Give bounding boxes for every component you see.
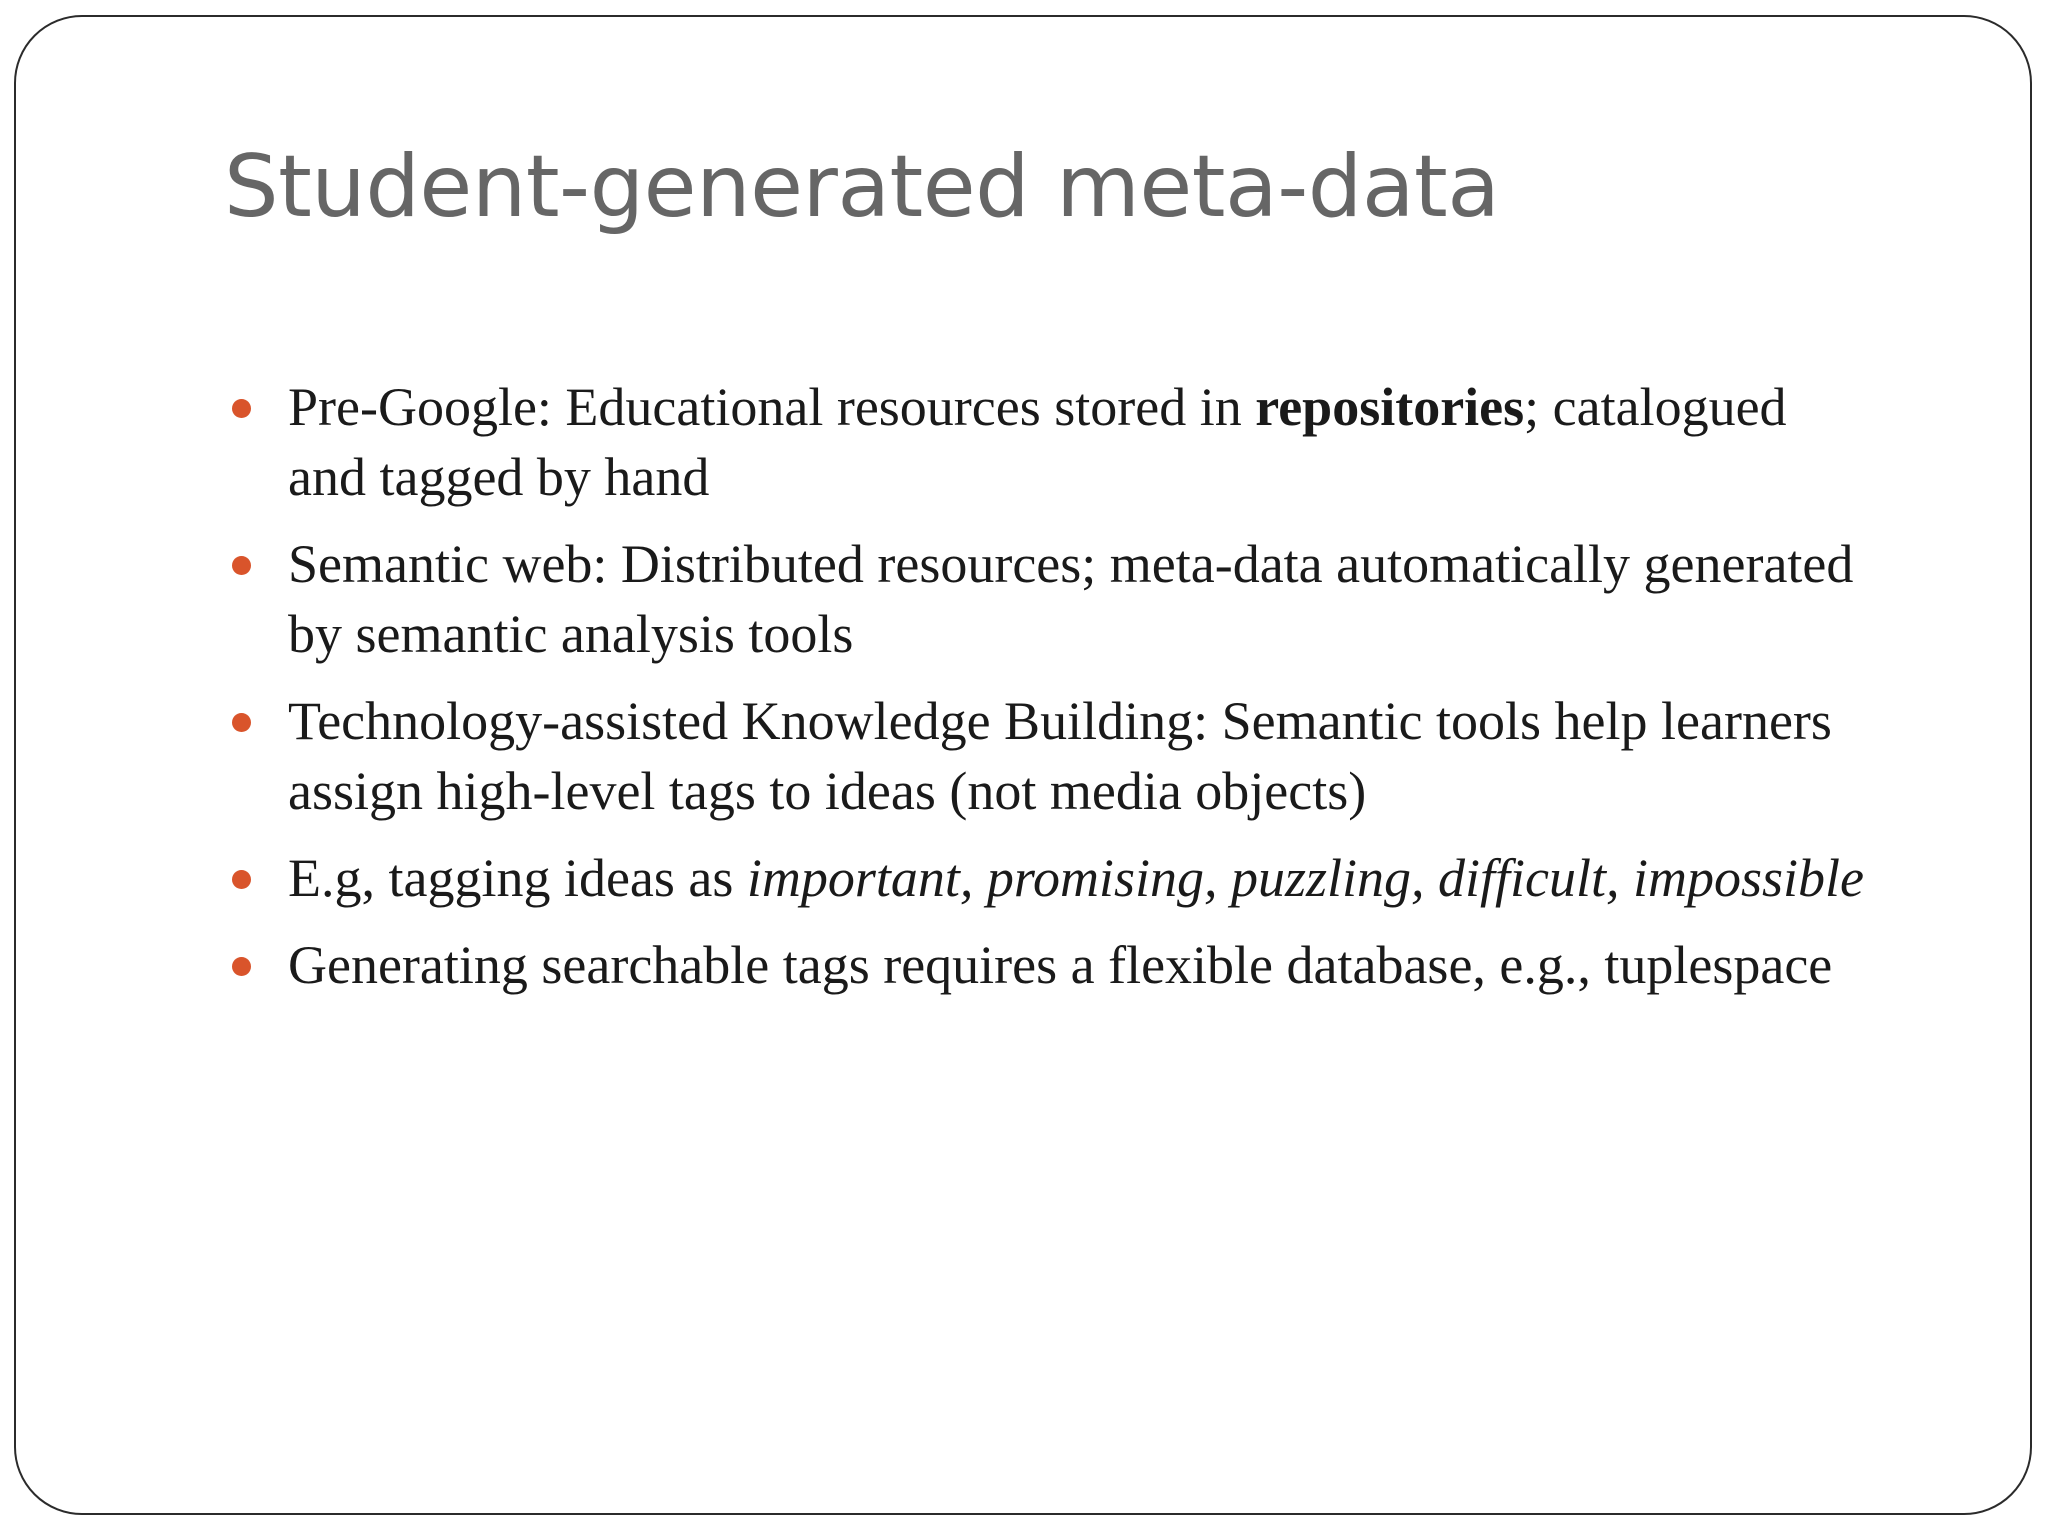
bullet-dot-icon: [232, 870, 251, 889]
bullet-item-semantic-web: [224, 529, 1864, 669]
bullet-text: E.g, tagging ideas as: [288, 848, 747, 908]
bullet-text: Technology-assisted Knowledge Building: Semantic tools help learners assign high-level tags to ideas (not media objects): [288, 691, 1832, 821]
bullet-text: Generating searchable tags requires a flexible database, e.g., tuplespace: [288, 935, 1833, 995]
bullet-bold-term: repositories: [1255, 377, 1525, 437]
bullet-dot-icon: [232, 713, 251, 732]
bullet-item-repositories: [224, 372, 1864, 512]
bullet-italic-tags: important, promising, puzzling, difficult, impossible: [746, 848, 1864, 908]
bullet-text: Semantic web: Distributed resources; meta-data automatically generated by semantic analysis tools: [288, 534, 1854, 664]
bullet-item-searchable-tags: [224, 930, 1864, 1000]
bullet-item-tagging-example: [224, 843, 1864, 913]
bullet-text: Pre-Google: Educational resources stored in: [288, 377, 1256, 437]
bullet-item-knowledge-building: [224, 686, 1864, 826]
bullet-dot-icon: [232, 399, 251, 418]
bullet-list: [224, 372, 1864, 1017]
slide-title: Student-generated meta-data: [224, 137, 1500, 237]
bullet-text: ; catalogued and tagged by hand: [288, 377, 1787, 507]
bullet-dot-icon: [232, 556, 251, 575]
bullet-dot-icon: [232, 957, 251, 976]
